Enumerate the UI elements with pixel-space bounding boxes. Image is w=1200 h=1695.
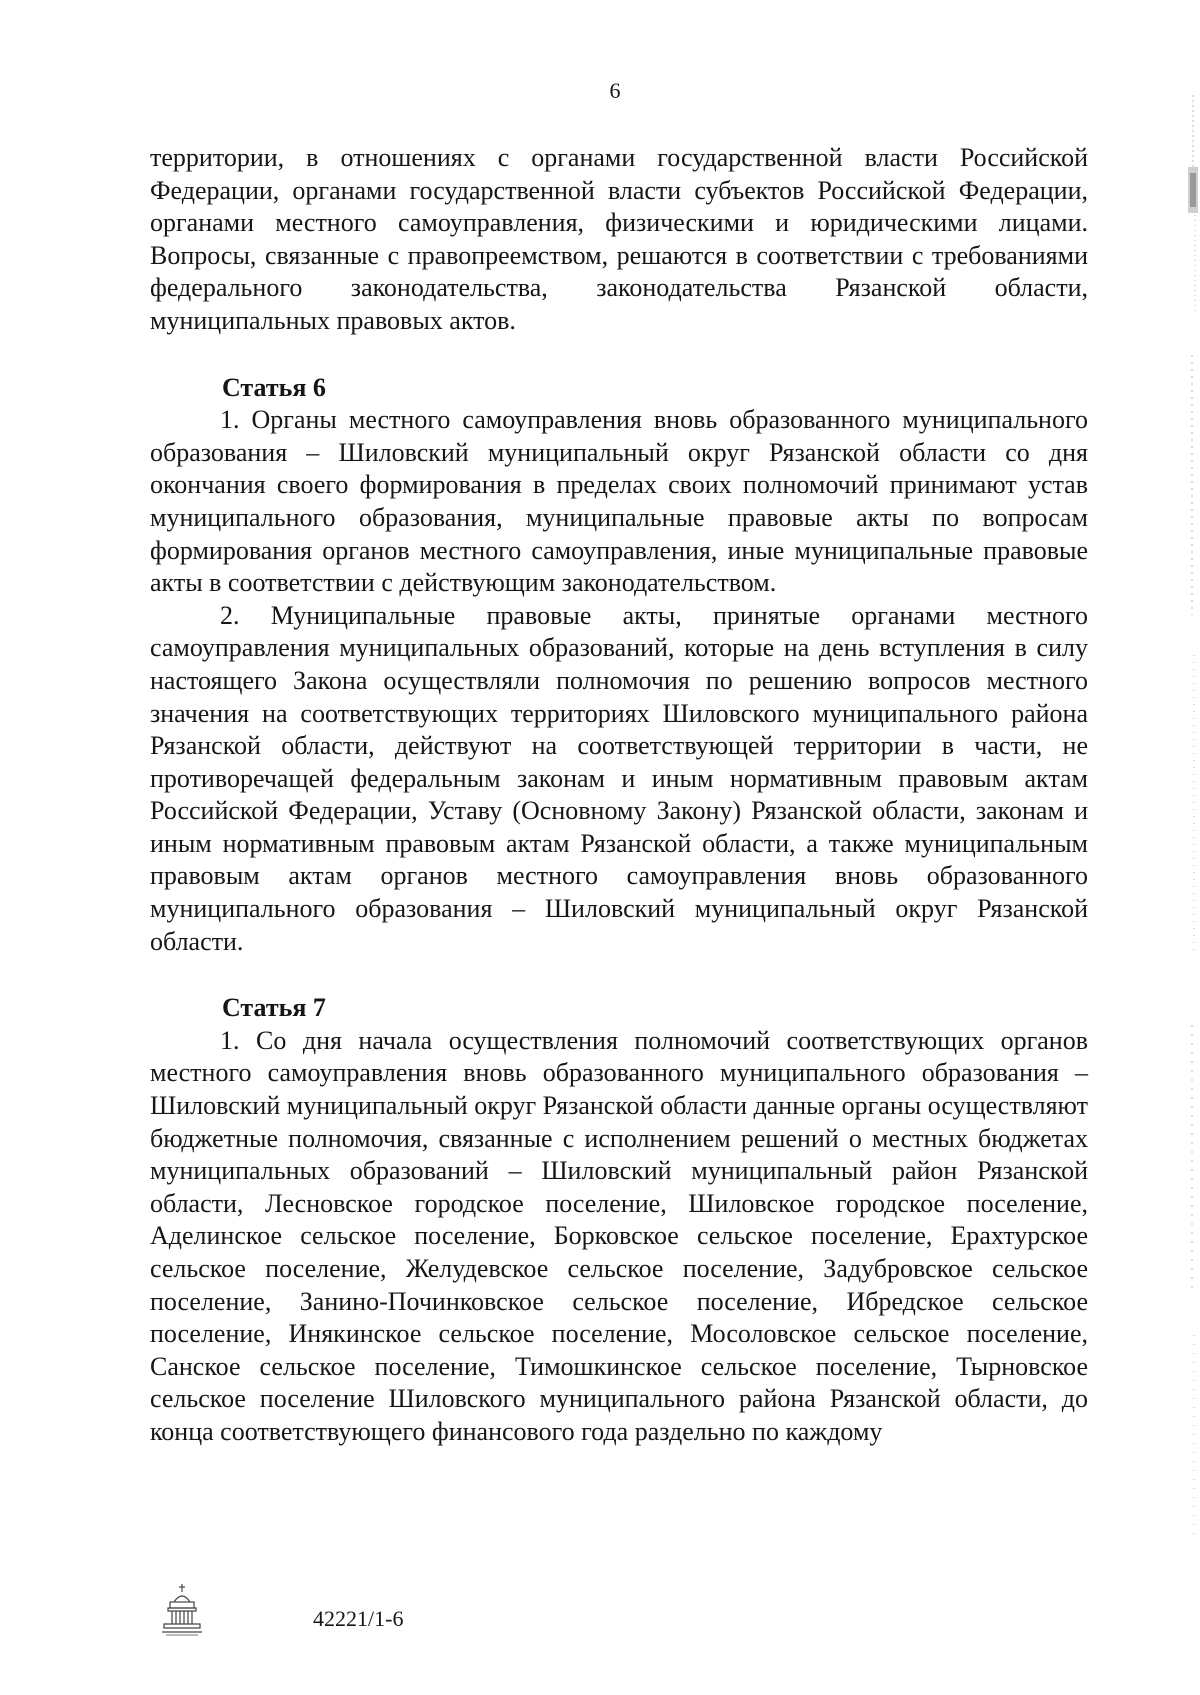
article-7-paragraph-1: 1. Со дня начала осуществления полномочий соответствующих органов местного самоуправления вновь образованного муниципального образования – Шиловский муниципальный округ Рязанской области данные органы осуществляют бюджетные полномочия, связанные с исполнением решений о местных бюджетах муниципальных образований – Шиловский муниципальный район Рязанской области, Лесновское городское поселение, Шиловское городское поселение, Аделинское сельское поселение, Борковское сельское поселение, Ерахтурское сельское поселение, Желудевское сельское поселение, Задубровское сельское поселение, Занино-Починковское сельское поселение, Ибредское сельское поселение, Инякинское сельское поселение, Мосоловское сельское поселение, Санское сельское поселение, Тимошкинское сельское поселение, Тырновское сельское поселение Шиловского муниципального района Рязанской области, до конца соответствующего финансового года раздельно по каждому	[150, 1025, 1088, 1446]
article-6-paragraph-2: 2. Муниципальные правовые акты, принятые органами местного самоуправления муниципальных образований, которые на день вступления в силу настоящего Закона осуществляли полномочия по решению вопросов местного значения на соответствующих территориях Шиловского муниципального района Рязанской области, действуют на соответствующей территории в части, не противоречащей федеральным законам и иным нормативным правовым актам Российской Федерации, Уставу (Основному Закону) Рязанской области, законам и иным нормативным правовым актам Рязанской области, а также муниципальным правовым актам органов местного самоуправления вновь образованного муниципального образования – Шиловский муниципальный округ Рязанской области.	[150, 600, 1088, 956]
article-7-heading: Статья 7	[222, 993, 326, 1023]
article-6-heading: Статья 6	[222, 372, 326, 402]
duma-emblem-icon	[152, 1580, 212, 1640]
article-6-paragraph-1: 1. Органы местного самоуправления вновь образованного муниципального образования – Шиловский муниципальный округ Рязанской области со дня окончания своего формирования в пределах своих полномочий принимают устав муниципального образования, муниципальные правовые акты по вопросам формирования органов местного самоуправления, иные муниципальные правовые акты в соответствии с действующим законодательством.	[150, 405, 1088, 598]
document-code: 42221/1-6	[313, 1606, 404, 1631]
intro-paragraph: территории, в отношениях с органами государственной власти Российской Федерации, органами государственной власти субъектов Российской Федерации, органами местного самоуправления, физическими и юридическими лицами. Вопросы, связанные с правопреемством, решаются в соответствии с требованиями федерального законодательства, законодательства Рязанской области, муниципальных правовых актов.	[150, 143, 1088, 335]
scan-edge-marks	[1186, 95, 1200, 1545]
page-number: 6	[609, 78, 621, 103]
document-body	[150, 142, 1088, 1449]
